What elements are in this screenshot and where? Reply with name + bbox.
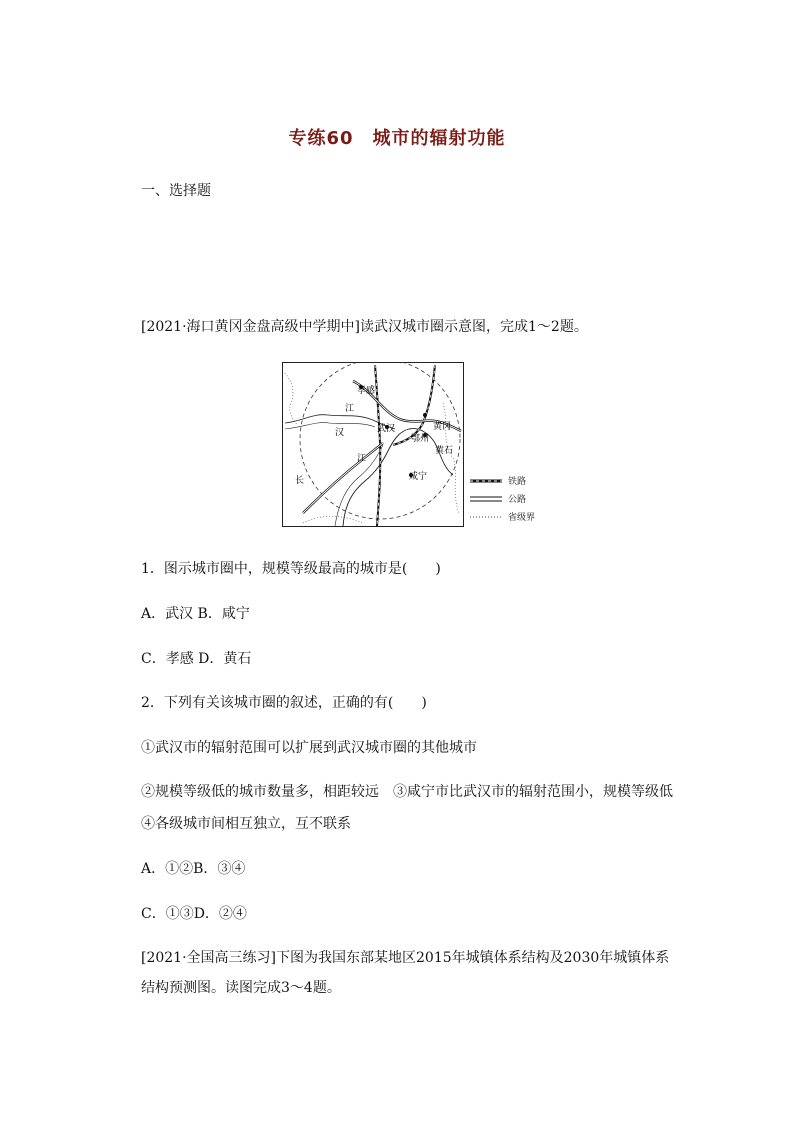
legend-railway [470, 474, 550, 488]
highway-southwest [303, 443, 383, 513]
map-drawing [283, 363, 463, 526]
question-1-options-ab: A．武汉 B．咸宁 [141, 606, 250, 622]
label-jiang-mid: 江 [357, 454, 367, 464]
label-huanggang: 黄冈 [433, 422, 452, 432]
label-huangshi: 黄石 [435, 446, 454, 456]
wuhan-city-circle-map [282, 362, 464, 527]
question-2-statement-2-3: ②规模等级低的城市数量多，相距较远 ③咸宁市比武汉市的辐射范围小，规模等级低 [141, 784, 673, 800]
railway-northeast [393, 365, 435, 445]
intro-paragraph-2-line-1: [2021·全国高三练习]下图为我国东部某地区2015年城镇体系结构及2030年城镇体系 [141, 950, 670, 966]
label-han: 汉 [335, 428, 345, 438]
page-title: 专练60 城市的辐射功能 [288, 128, 506, 149]
question-2-statement-1: ①武汉市的辐射范围可以扩展到武汉城市圈的其他城市 [141, 740, 477, 756]
question-2-options-ab: A．①②B．③④ [141, 861, 246, 877]
province-border-bottom [303, 516, 363, 523]
label-wuhan: 武汉 [377, 424, 396, 434]
province-border-right [443, 403, 459, 513]
question-2-stem: 2．下列有关该城市圈的叙述，正确的有( ) [141, 695, 427, 711]
legend-highway [470, 492, 550, 506]
question-2-options-cd: C．①③D．②④ [141, 906, 247, 922]
province-border-left [285, 373, 297, 425]
legend-railway-label: 铁路 [508, 477, 527, 487]
label-jiang-top: 江 [345, 404, 355, 414]
han-river-bank [285, 423, 375, 429]
legend-highway-label: 公路 [508, 495, 527, 505]
legend-province-border-label: 省级界 [508, 513, 536, 523]
legend-province-border [470, 510, 550, 524]
question-1-stem: 1．图示城市圈中，规模等级最高的城市是( ) [141, 561, 441, 577]
huanggang-dot [423, 413, 427, 417]
section-heading: 一、选择题 [141, 183, 211, 199]
intro-paragraph-1: [2021·海口黄冈金盘高级中学期中]读武汉城市圈示意图，完成1～2题。 [141, 319, 588, 335]
question-2-statement-4: ④各级城市间相互独立，互不联系 [141, 816, 351, 832]
label-chang: 长 [295, 476, 305, 486]
label-xianning: 咸宁 [409, 472, 428, 482]
question-1-options-cd: C．孝感 D．黄石 [141, 651, 252, 667]
intro-paragraph-2-line-2: 结构预测图。读图完成3～4题。 [141, 980, 341, 996]
label-xiaogan: 孝感 [357, 386, 376, 396]
label-ezhou: 鄂州 [411, 434, 430, 444]
